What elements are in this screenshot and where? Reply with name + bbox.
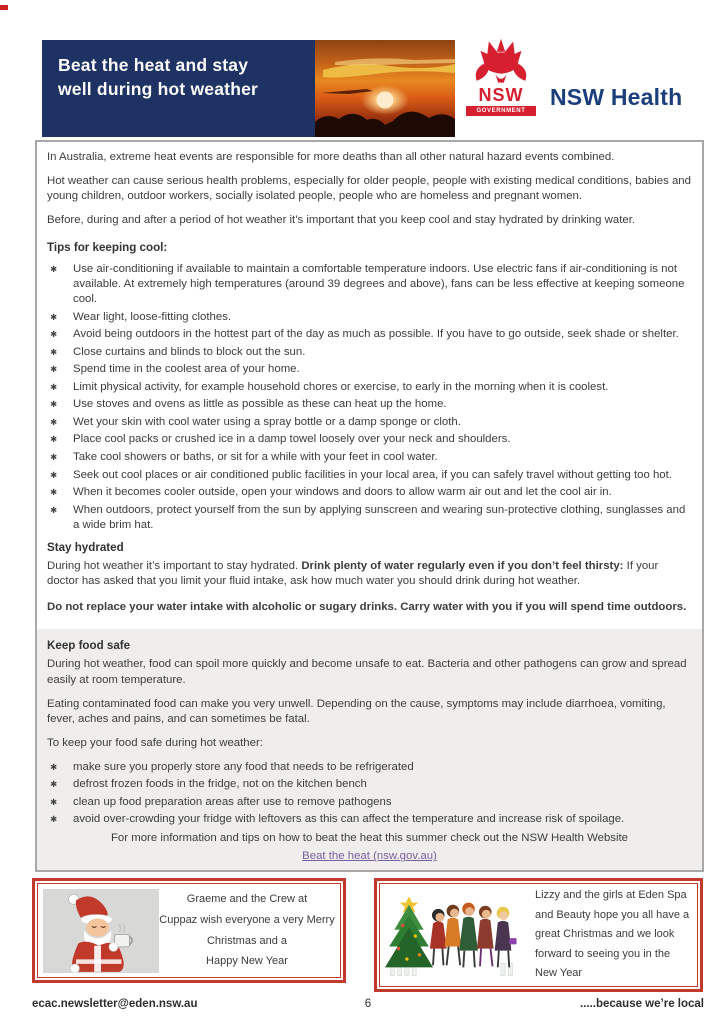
tip-text: Take cool showers or baths, or sit for a while with your feet in cool water.: [73, 451, 438, 463]
ad-text-line: Lizzy and the girls at Eden Spa: [535, 889, 687, 902]
tip-item: [37, 468, 698, 483]
tip-text: Seek out cool places or air conditioned public facilities in your local area, if you can safely travel without getting too hot.: [73, 468, 672, 481]
food-tip-text: defrost frozen foods in the fridge, not on the kitchen bench: [73, 778, 367, 791]
asterisk-bullet-icon: ✱: [50, 399, 58, 410]
santa-illustration: [43, 889, 159, 973]
asterisk-bullet-icon: ✱: [50, 364, 58, 375]
intro-paragraph-1: In Australia, extreme heat events are responsible for more deaths than all other natural hazard events combined.: [47, 151, 615, 163]
food-paragraph-2: Eating contaminated food can make you very unwell. Depending on the cause, symptoms may include diarrhoea, vomiting, fever, aches and pains, and can sometimes be fatal.: [47, 697, 666, 725]
beat-the-heat-link[interactable]: Beat the heat (nsw.gov.au): [302, 850, 437, 863]
stay-hydrated-paragraph: [47, 559, 692, 589]
page-title-line2: well during hot weather: [58, 79, 259, 100]
asterisk-bullet-icon: ✱: [50, 263, 58, 274]
food-tips-list: [37, 760, 698, 828]
tips-list: [37, 259, 698, 532]
asterisk-bullet-icon: ✱: [50, 504, 58, 515]
food-tip-item: [37, 812, 698, 827]
tip-item: [37, 362, 698, 377]
hydrated-text-pre: During hot weather it’s important to stay hydrated.: [47, 560, 302, 573]
tip-text: When outdoors, protect yourself from the sun by applying sunscreen and wearing sun-protective clothing, sunglasses and a wide brim hat.: [73, 503, 686, 531]
ad-text-line: New Year: [535, 967, 583, 980]
tip-text: Avoid being outdoors in the hottest part of the day as much as possible. If you have to go outside, seek shade or shelter.: [73, 328, 679, 341]
tip-item: [37, 310, 698, 325]
tip-item: [37, 380, 698, 395]
header: [0, 0, 724, 140]
waratah-icon: [473, 38, 529, 88]
tips-heading: Tips for keeping cool:: [47, 241, 168, 255]
asterisk-bullet-icon: ✱: [50, 381, 58, 392]
cuppaz-ad-text: [159, 889, 335, 973]
stay-hydrated-heading: Stay hydrated: [47, 540, 124, 554]
food-tip-text: clean up food preparation areas after use to remove pathogens: [73, 795, 392, 808]
tip-text: Wear light, loose-fitting clothes.: [73, 310, 232, 323]
ad-text-line: great Christmas and we look: [535, 928, 675, 941]
tip-item: [37, 327, 698, 342]
ad-text-line: Cuppaz wish everyone a very Merry: [159, 913, 335, 926]
more-info-text: For more information and tips on how to beat the heat this summer check out the NSW Health Website: [110, 832, 629, 845]
tip-text: Use stoves and ovens as little as possible as these can heat up the home.: [73, 398, 447, 411]
asterisk-bullet-icon: ✱: [50, 434, 58, 445]
government-banner: GOVERNMENT: [466, 106, 536, 116]
asterisk-bullet-icon: ✱: [50, 761, 58, 772]
eden-spa-ad-box: [374, 878, 703, 992]
ad-text-line: forward to seeing you in the: [535, 947, 671, 960]
content-box: [35, 140, 704, 872]
hydrated-text-post: If your doctor has asked that you limit your fluid intake, ask how much water you should drink during hot weather.: [47, 560, 659, 588]
food-tip-item: [37, 795, 698, 810]
hydrated-text-bold: Drink plenty of water regularly even if you don’t feel thirsty:: [301, 560, 624, 573]
intro-paragraph-3: Before, during and after a period of hot weather it’s important that you keep cool and stay hydrated by drinking water.: [47, 214, 636, 227]
page-number: 6: [364, 998, 372, 1010]
asterisk-bullet-icon: ✱: [50, 469, 58, 480]
intro-paragraph-2: Hot weather can cause serious health problems, especially for older people, people with existing medical conditions, babies and young children, outdoor workers, socially isolated people, people who are homeless and pregnant women.: [47, 175, 691, 203]
tip-item: [37, 262, 698, 307]
tip-text: Wet your skin with cool water using a spray bottle or a damp sponge or cloth.: [73, 415, 461, 428]
asterisk-bullet-icon: ✱: [50, 452, 58, 462]
carolers-illustration: [385, 888, 527, 982]
food-tip-text: make sure you properly store any food that needs to be refrigerated: [73, 760, 414, 773]
keep-food-safe-heading: Keep food safe: [47, 639, 131, 653]
food-tip-text: avoid over-crowding your fridge with leftovers as this can affect the temperature and increase risk of spoilage.: [73, 813, 625, 826]
tip-text: Place cool packs or crushed ice in a damp towel loosely over your neck and shoulders.: [73, 433, 511, 446]
tip-text: Limit physical activity, for example household chores or exercise, to early in the morning when it is coolest.: [73, 380, 609, 393]
tip-item: [37, 397, 698, 412]
tip-item: [37, 503, 698, 533]
food-paragraph-3: To keep your food safe during hot weather:: [47, 736, 263, 749]
ad-text-line: Christmas and a: [206, 934, 288, 947]
tip-item: [37, 485, 698, 500]
asterisk-bullet-icon: ✱: [50, 814, 58, 825]
header-title-box: [42, 40, 315, 137]
tip-item: [37, 432, 698, 447]
asterisk-bullet-icon: ✱: [50, 416, 58, 427]
asterisk-bullet-icon: ✱: [50, 779, 58, 790]
page-title: [58, 53, 315, 101]
tip-item: [37, 415, 698, 430]
asterisk-bullet-icon: ✱: [50, 329, 58, 340]
carolers-image: [385, 888, 527, 982]
tip-text: Spend time in the coolest area of your home.: [73, 363, 300, 376]
nsw-health-wordmark: NSW Health: [550, 84, 683, 110]
asterisk-bullet-icon: ✱: [50, 311, 58, 322]
ad-text-line: and Beauty hope you all have a: [535, 908, 690, 921]
keep-food-safe-section: [37, 629, 702, 872]
cuppaz-ad-box: [32, 878, 346, 983]
sunset-image: [315, 40, 455, 137]
footer-tagline: .....because we’re local: [579, 998, 704, 1010]
food-tip-item: [37, 760, 698, 775]
ad-text-line: Happy New Year: [206, 955, 288, 968]
hydration-warning: Do not replace your water intake with alcoholic or sugary drinks. Carry water with you if you will spend time outdoors.: [47, 601, 687, 614]
ad-text-line: Graeme and the Crew at: [186, 892, 308, 905]
tip-item: [37, 450, 698, 465]
tip-item: [37, 345, 698, 360]
nsw-government-logo: [466, 38, 536, 116]
eden-spa-ad-text: [527, 886, 692, 984]
tip-text: Close curtains and blinds to block out the sun.: [73, 345, 306, 358]
asterisk-bullet-icon: ✱: [50, 796, 58, 807]
nsw-logo-text: NSW: [478, 85, 524, 105]
asterisk-bullet-icon: ✱: [50, 487, 58, 498]
tip-text: Use air-conditioning if available to maintain a comfortable temperature indoors. Use electric fans if air-conditioning is not available. At extremely high temperatures (around 39 degrees and above), fans can be less effective at keeping someone cool.: [73, 262, 685, 306]
santa-image: [43, 889, 159, 973]
footer-email: ecac.newsletter@eden.nsw.au: [32, 998, 198, 1010]
food-tip-item: [37, 777, 698, 792]
page-title-line1: Beat the heat and stay: [58, 55, 249, 75]
footer: [32, 998, 704, 1010]
tip-text: When it becomes cooler outside, open your windows and doors to allow warm air out and let the cool air in.: [73, 486, 612, 499]
food-paragraph-1: During hot weather, food can spoil more quickly and become unsafe to eat. Bacteria and other pathogens can grow and spread easily at room temperature.: [47, 658, 687, 686]
sunset-photo: [315, 40, 455, 137]
asterisk-bullet-icon: ✱: [50, 346, 58, 357]
